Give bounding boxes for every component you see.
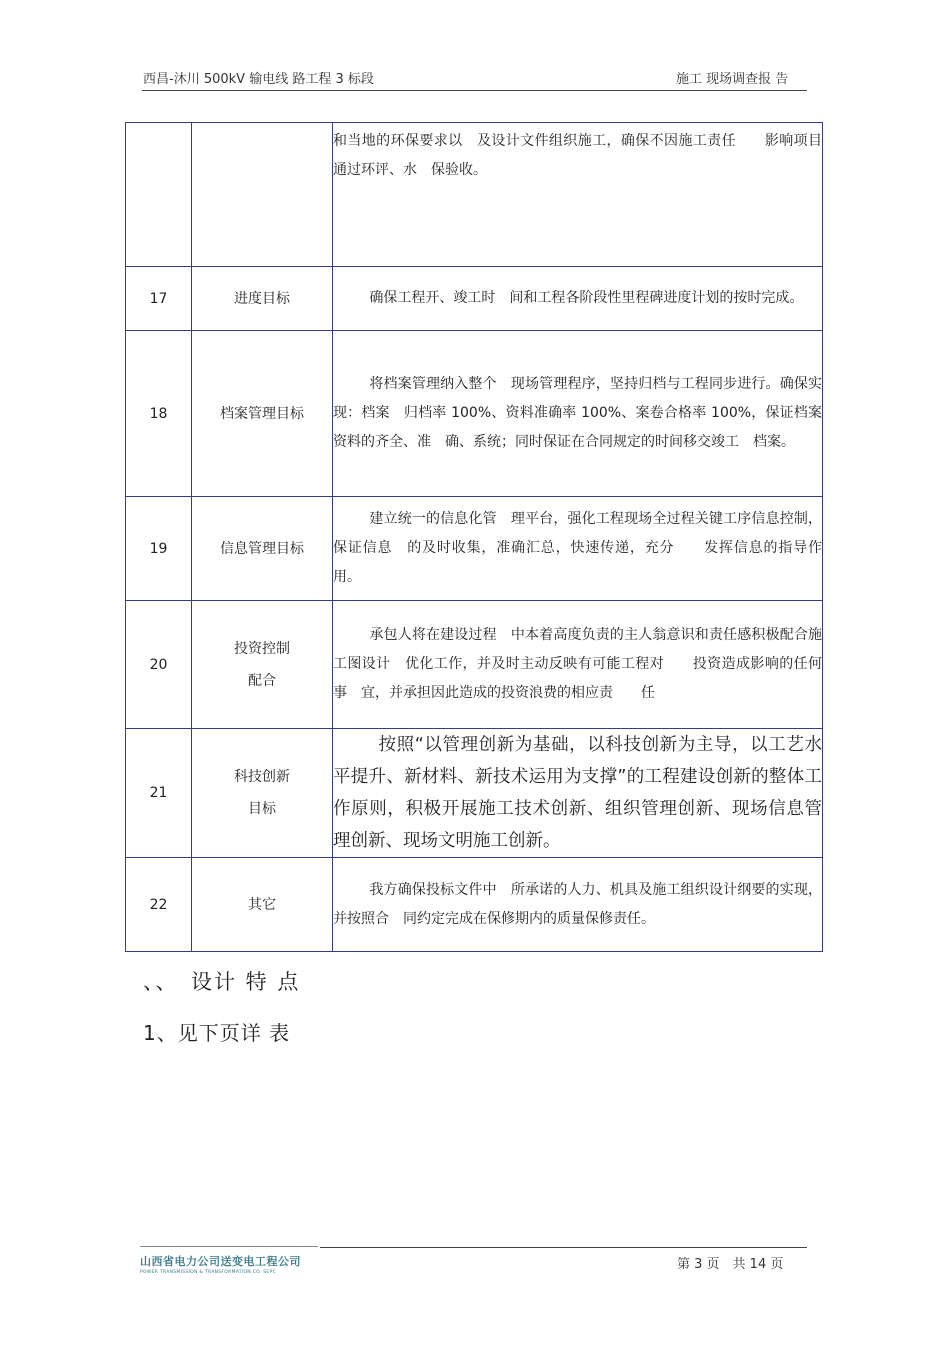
logo-rule xyxy=(140,1246,318,1247)
row-number xyxy=(126,123,192,267)
table-row xyxy=(126,267,823,331)
row-number: 19 xyxy=(126,497,192,601)
row-number: 21 xyxy=(126,729,192,858)
row-description: 和当地的环保要求以 及设计文件组织施工，确保不因施工责任 影响项目通过环评、水 保验收。 xyxy=(333,123,823,267)
table-row xyxy=(126,729,823,858)
footer-rule xyxy=(320,1247,807,1248)
row-item-name-line1: 投资控制 xyxy=(234,640,290,657)
row-number: 18 xyxy=(126,331,192,497)
header-report-title: 施工 现场调查报 告 xyxy=(676,72,789,87)
table-row xyxy=(126,601,823,729)
row-item-name: 进度目标 xyxy=(192,267,333,331)
row-item-name-line1: 科技创新 xyxy=(234,769,290,785)
table-row xyxy=(126,123,823,267)
header-rule xyxy=(142,90,807,91)
row-description: 我方确保投标文件中 所承诺的人力、机具及施工组织设计纲要的实现，并按照合 同约定完成在保修期内的质量保修责任。 xyxy=(333,858,823,952)
table-row xyxy=(126,331,823,497)
page-number: 第 3 页 共 14 页 xyxy=(677,1257,784,1272)
row-item-name xyxy=(192,601,333,729)
targets-table xyxy=(125,122,823,952)
row-description: 确保工程开、竣工时 间和工程各阶段性里程碑进度计划的按时完成。 xyxy=(333,267,823,331)
row-item-name-line2: 配合 xyxy=(248,672,276,689)
table-row xyxy=(126,497,823,601)
row-number: 17 xyxy=(126,267,192,331)
row-item-name xyxy=(192,123,333,267)
row-item-name: 档案管理目标 xyxy=(192,331,333,497)
section-subtitle: 1、见下页详 表 xyxy=(143,1021,291,1045)
table-row xyxy=(126,858,823,952)
row-description: 承包人将在建设过程 中本着高度负责的主人翁意识和责任感积极配合施工图设计 优化工作，并及时主动反映有可能工程对 投资造成影响的任何事 宜，并承担因此造成的投资浪费的相应责 任 xyxy=(333,601,823,729)
row-description: 将档案管理纳入整个 现场管理程序，坚持归档与工程同步进行。确保实现：档案 归档率 100%、资料准确率 100%、案卷合格率 100%，保证档案资料的齐全、准 确、系统；同时保证在合同规定的时间移交竣工 档案。 xyxy=(333,331,823,497)
section-title: 、、 设计 特 点 xyxy=(143,970,301,994)
row-number: 22 xyxy=(126,858,192,952)
row-description: 按照“以管理创新为基础，以科技创新为主导，以工艺水平提升、新材料、新技术运用为支撑”的工程建设创新的整体工作原则，积极开展施工技术创新、组织管理创新、现场信息管理创新、现场文明施工创新。 xyxy=(333,729,823,858)
company-logo xyxy=(140,1246,318,1275)
row-item-name: 信息管理目标 xyxy=(192,497,333,601)
row-item-name xyxy=(192,729,333,858)
header-project-title: 西昌-沐川 500kV 输电线 路工程 3 标段 xyxy=(143,72,374,87)
logo-english-name: POWER TRANSMISSION & TRANSFORMATION CO. SEPC xyxy=(140,1270,277,1275)
row-item-name-line2: 目标 xyxy=(248,801,276,817)
row-number: 20 xyxy=(126,601,192,729)
logo-chinese-name: 山西省电力公司送变电工程公司 xyxy=(140,1255,301,1268)
row-item-name: 其它 xyxy=(192,858,333,952)
row-description: 建立统一的信息化管 理平台，强化工程现场全过程关键工序信息控制，保证信息 的及时收集，准确汇总，快速传递，充分 发挥信息的指导作用。 xyxy=(333,497,823,601)
